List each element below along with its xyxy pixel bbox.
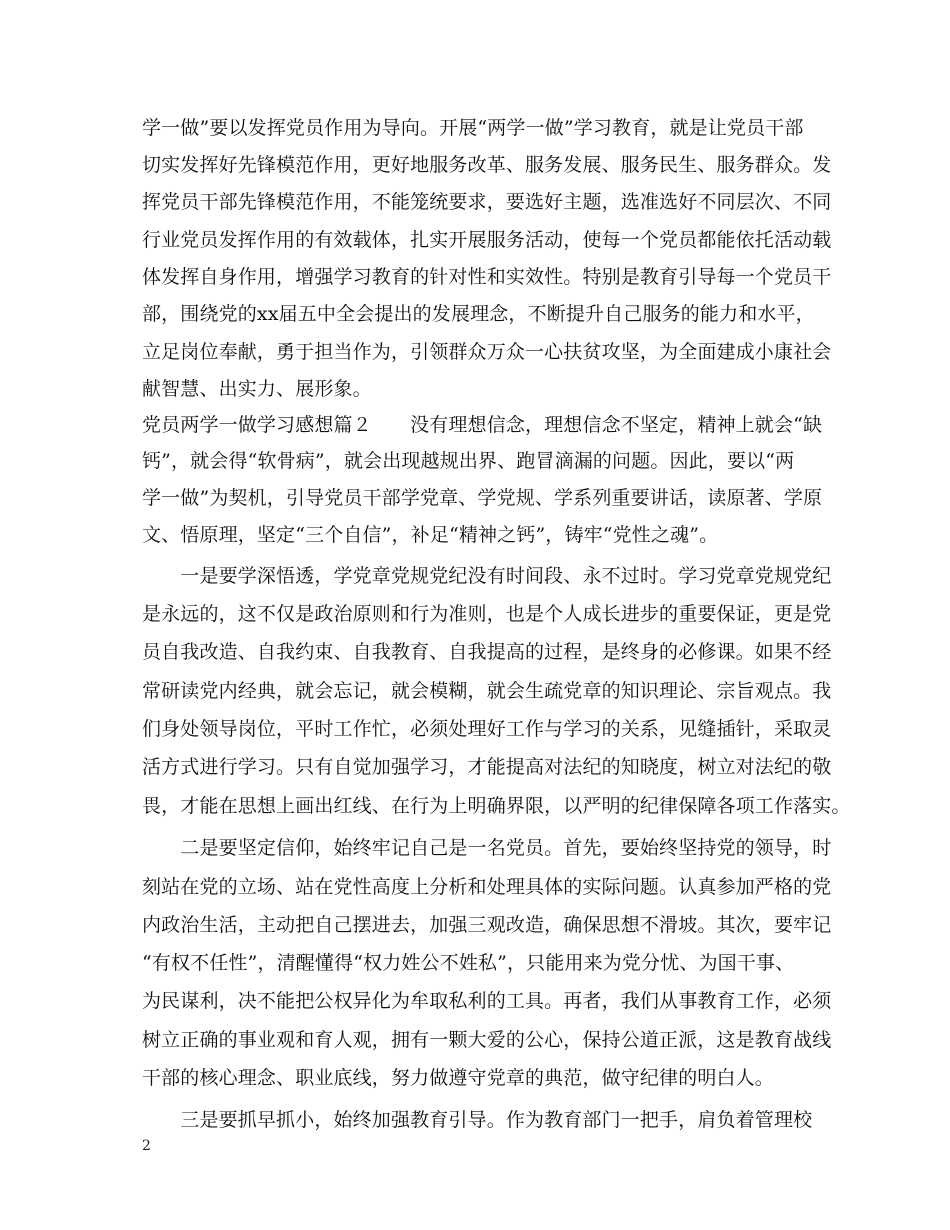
text-line: 挥党员干部先锋模范作用，不能笼统要求，要选好主题，选准选好不同层次、不同 bbox=[142, 191, 832, 213]
paragraph-start-line: 三是要抓早抓小，始终加强教育引导。作为教育部门一把手，肩负着管理校 bbox=[142, 1109, 813, 1131]
text-line: 学一做”要以发挥党员作用为导向。开展“两学一做”学习教育，就是让党员干部 bbox=[142, 117, 804, 139]
text-line: 钙”，就会得“软骨病”，就会出现越规出界、跑冒滴漏的问题。因此，要以“两 bbox=[142, 450, 795, 472]
text-line: 员自我改造、自我约束、自我教育、自我提高的过程，是终身的必修课。如果不经 bbox=[142, 641, 832, 663]
text-line: 活方式进行学习。只有自觉加强学习，才能提高对法纪的知晓度，树立对法纪的敬 bbox=[142, 756, 832, 778]
text-line: 切实发挥好先锋模范作用，更好地服务改革、服务发展、服务民生、服务群众。发 bbox=[142, 154, 832, 176]
text-line: 们身处领导岗位，平时工作忙，必须处理好工作与学习的关系，见缝插针，采取灵 bbox=[142, 718, 832, 740]
text-line: 学一做”为契机，引导党员干部学党章、学党规、学系列重要讲话，读原著、学原 bbox=[142, 487, 823, 509]
text-line: 内政治生活，主动把自己摆进去，加强三观改造，确保思想不滑坡。其次，要牢记 bbox=[142, 914, 832, 936]
paragraph-start-line: 二是要坚定信仰，始终牢记自己是一名党员。首先，要始终坚持党的领导，时 bbox=[142, 837, 832, 859]
paragraph-start-line: 一是要学深悟透，学党章党规党纪没有时间段、永不过时。学习党章党规党纪 bbox=[142, 565, 832, 587]
text-line: 体发挥自身作用，增强学习教育的针对性和实效性。特别是教育引导每一个党员干 bbox=[142, 266, 832, 288]
text-line: 行业党员发挥作用的有效载体，扎实开展服务活动，使每一个党员都能依托活动载 bbox=[142, 229, 832, 251]
section-heading-line: 党员两学一做学习感想篇２ 没有理想信念，理想信念不坚定，精神上就会“缺 bbox=[142, 414, 823, 436]
text-line: 常研读党内经典，就会忘记，就会模糊，就会生疏党章的知识理论、宗旨观点。我 bbox=[142, 680, 832, 702]
text-line: 部，围绕党的xx届五中全会提出的发展理念，不断提升自己服务的能力和水平， bbox=[142, 303, 815, 325]
page-number: 2 bbox=[142, 1138, 151, 1154]
text-line: 是永远的，这不仅是政治原则和行为准则，也是个人成长进步的重要保证，更是党 bbox=[142, 603, 832, 625]
text-line: 树立正确的事业观和育人观，拥有一颗大爱的公心，保持公道正派，这是教育战线 bbox=[142, 1029, 832, 1051]
text-line: 干部的核心理念、职业底线，努力做遵守党章的典范，做守纪律的明白人。 bbox=[142, 1067, 774, 1089]
text-line: 为民谋利，决不能把公权异化为牟取私利的工具。再者，我们从事教育工作，必须 bbox=[142, 990, 832, 1012]
text-line: “有权不任性”，清醒懂得“权力姓公不姓私”，只能用来为党分忧、为国干事、 bbox=[142, 952, 795, 974]
text-line: 献智慧、出实力、展形象。 bbox=[142, 378, 372, 400]
text-line: 立足岗位奉献，勇于担当作为，引领群众万众一心扶贫攻坚，为全面建成小康社会 bbox=[142, 341, 832, 363]
text-line: 刻站在党的立场、站在党性高度上分析和处理具体的实际问题。认真参加严格的党 bbox=[142, 876, 832, 898]
text-line: 文、悟原理，坚定“三个自信”，补足“精神之钙”，铸牢“党性之魂”。 bbox=[142, 524, 719, 546]
text-line: 畏，才能在思想上画出红线、在行为上明确界限，以严明的纪律保障各项工作落实。 bbox=[142, 795, 851, 817]
